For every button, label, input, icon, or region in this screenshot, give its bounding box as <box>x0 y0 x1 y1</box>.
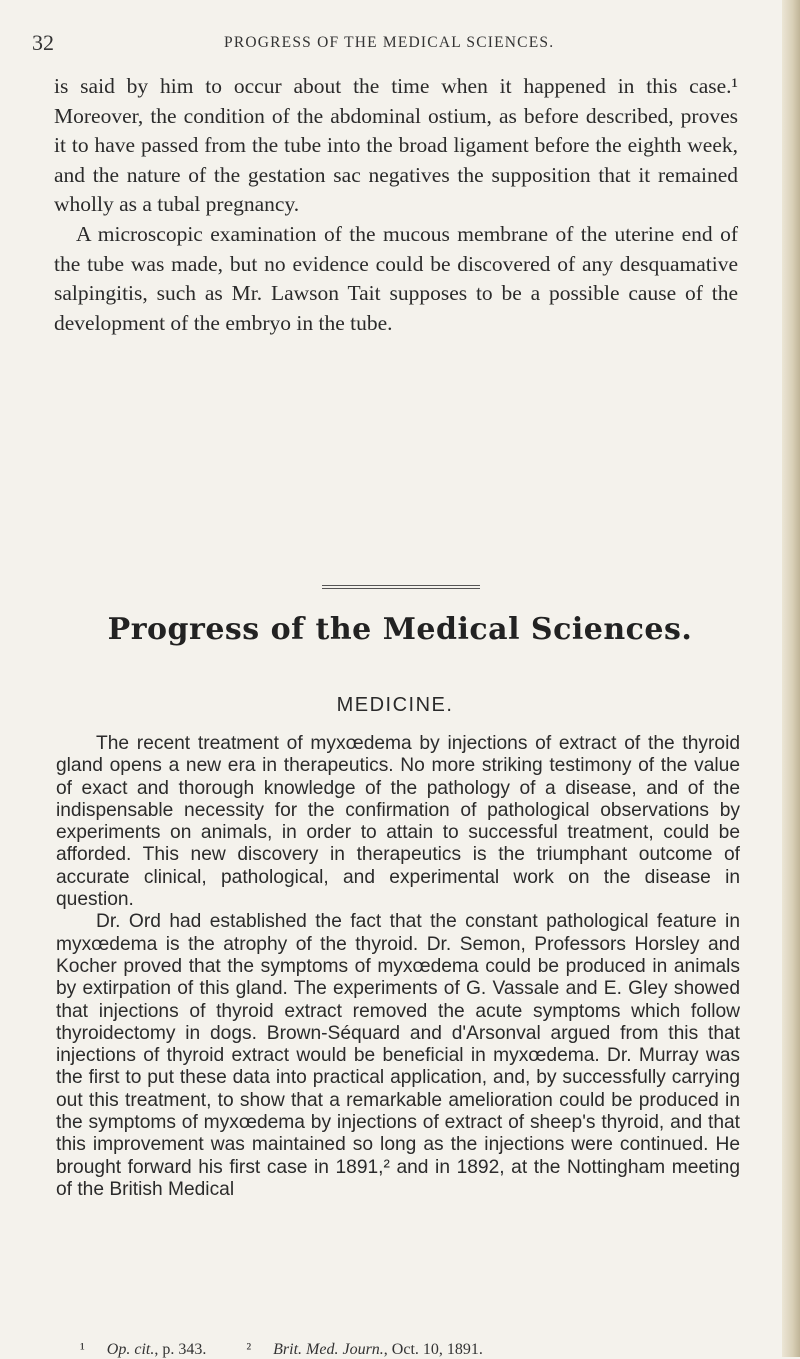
section-subtitle: MEDICINE. <box>336 694 454 716</box>
footnote-source: Brit. Med. Journ. <box>273 1341 384 1358</box>
footnote <box>80 1341 224 1358</box>
footnote <box>246 1341 501 1358</box>
footnote-ref: , Oct. 10, 1891. <box>383 1341 483 1358</box>
continued-text <box>54 72 738 338</box>
footnotes <box>80 1341 760 1359</box>
page-number: 32 <box>32 30 54 55</box>
paragraph: The recent treatment of myxœdema by injections of extract of the thyroid gland opens a new era in therapeutics. No more striking testimony of the value of exact and thorough knowledge of the pathology of a disease, and of the indispensable necessity for the confirmation of pathological observations by experiments on animals, in order to attain to successful treatment, could be afforded. This new discovery in therapeutics is the triumphant outcome of accurate clinical, pathological, and experimental work on the disease in question. <box>56 733 740 911</box>
footnote-source: Op. cit. <box>106 1341 155 1358</box>
footnote-ref: , p. 343. <box>154 1341 207 1358</box>
page-edge <box>782 0 800 1357</box>
paragraph: is said by him to occur about the time when it happened in this case.¹ Moreover, the condition of the abdominal ostium, as before described, proves it to have passed from the tube into the broad ligament before the eighth week, and the nature of the gestation sac negatives the supposition that it remained wholly as a tubal pregnancy. <box>54 74 738 217</box>
section-text <box>56 733 740 1201</box>
section-divider <box>322 585 480 589</box>
footnote-mark: ² <box>246 1341 252 1358</box>
section-title: Progress of the Medical Sciences. <box>107 612 693 647</box>
paragraph: Dr. Ord had established the fact that the constant pathological feature in myxœdema is the atrophy of the thyroid. Dr. Semon, Professors Horsley and Kocher proved that the symptoms of myxœdema could be produced in animals by extirpation of this gland. The experiments of G. Vassale and E. Gley showed that injections of thyroid extract removed the acute symptoms which follow thyroidectomy in dogs. Brown-Séquard and d'Arsonval argued from this that injections of thyroid extract would be beneficial in myxœdema. Dr. Murray was the first to put these data into practical application, and, by successfully carrying out this treatment, to show that a remarkable amelioration could be produced in the symptoms of myxœdema by injections of extract of sheep's thyroid, and that this improvement was maintained so long as the injections were continued. He brought forward his first case in 1891,² and in 1892, at the Nottingham meeting of the British Medical <box>56 911 740 1200</box>
footnote-mark: ¹ <box>80 1341 85 1358</box>
running-head: PROGRESS OF THE MEDICAL SCIENCES. <box>224 34 555 51</box>
paragraph: A microscopic examination of the mucous membrane of the uterine end of the tube was made, but no evidence could be discovered of any desquamative salpingitis, such as Mr. Lawson Tait supposes to be a possible cause of the development of the embryo in the tube. <box>54 221 738 335</box>
